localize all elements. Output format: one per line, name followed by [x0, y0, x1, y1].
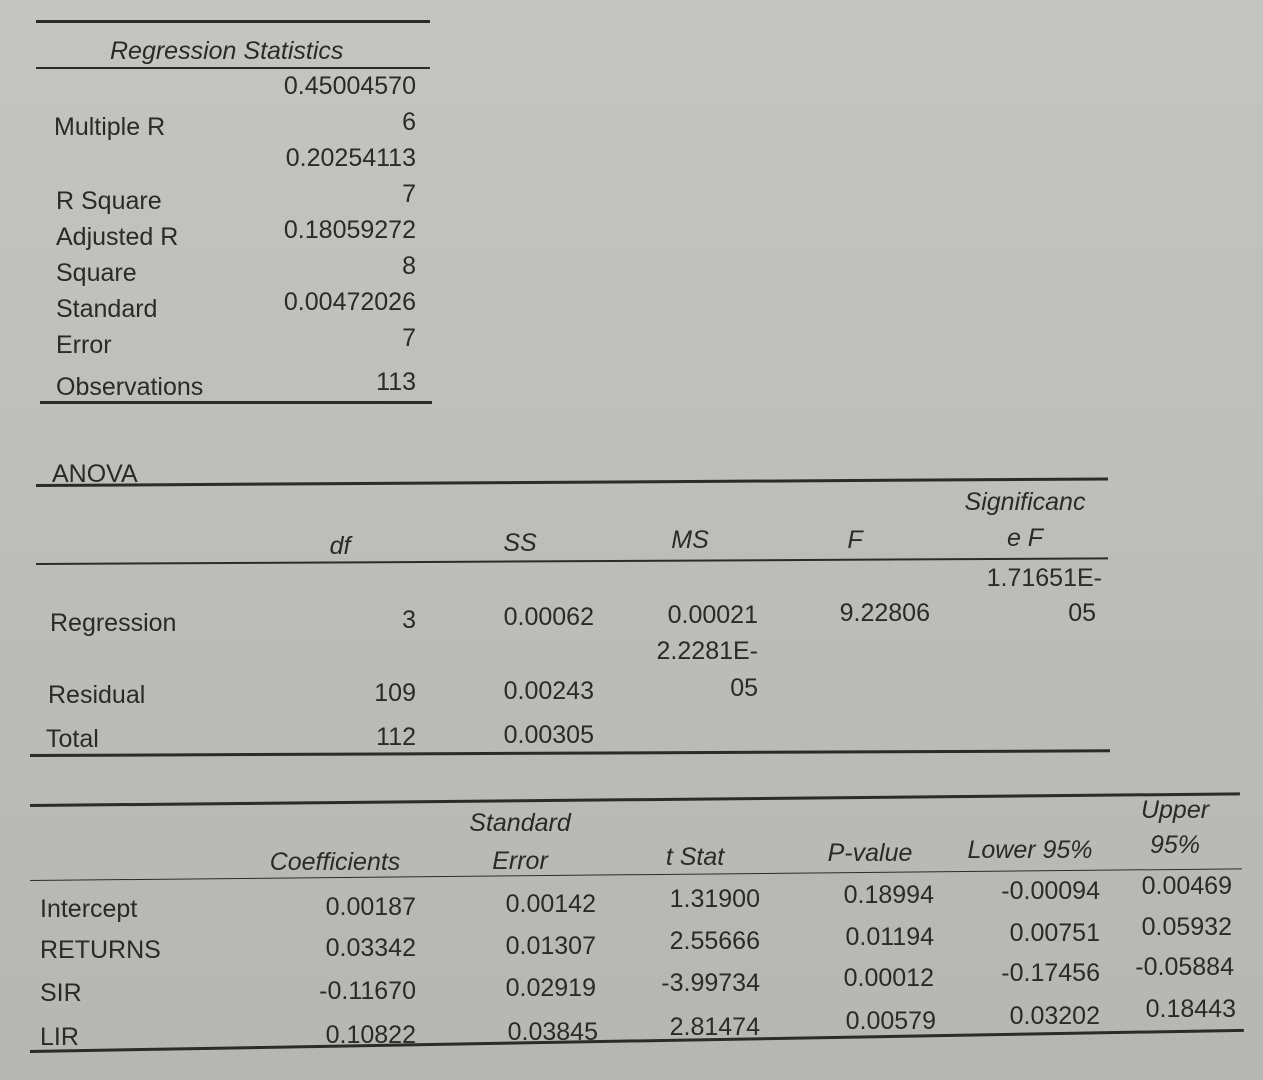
anova-header-f: F [847, 526, 863, 554]
regstats-label-standard-error: Standard [56, 295, 158, 323]
anova-header-ss: SS [503, 529, 537, 557]
coef-row-lower-95: 0.03202 [1009, 1002, 1100, 1030]
coef-row-t-stat: -3.99734 [661, 969, 760, 997]
regstats-value-r-square: 0.20254113 [285, 144, 416, 172]
anova-row-ms: 2.2281E- [656, 637, 758, 665]
anova-header-df: df [329, 532, 351, 560]
coef-header-p-value: P-value [827, 839, 913, 867]
coef-row-lower-95: -0.00094 [1001, 877, 1100, 905]
coef-row-coefficient: 0.00187 [325, 893, 416, 921]
anova-top-rule [36, 477, 1108, 487]
anova-row-ss: 0.00243 [503, 677, 594, 705]
coef-header-t-stat: t Stat [665, 843, 725, 871]
coef-header-standard-error-wrap: Error [492, 847, 548, 875]
anova-row-ss: 0.00305 [503, 721, 594, 749]
coef-row-label: SIR [40, 979, 82, 1007]
coef-row-coefficient: 0.10822 [325, 1021, 416, 1049]
anova-row-ss: 0.00062 [503, 603, 594, 631]
anova-row-sigf: 1.71651E- [986, 564, 1102, 592]
regstats-value-standard-error-wrap: 7 [402, 324, 416, 352]
coef-top-rule [30, 792, 1240, 807]
anova-title: ANOVA [52, 460, 138, 488]
anova-row-ms-wrap: 05 [730, 674, 758, 702]
regstats-label-adjusted-r-wrap: Square [56, 259, 137, 287]
regstats-value-observations: 113 [376, 368, 416, 396]
coef-row-standard-error: 0.03845 [507, 1018, 598, 1046]
coef-row-upper-95: 0.00469 [1141, 872, 1232, 900]
coef-row-p-value: 0.00579 [845, 1007, 936, 1035]
anova-header-sigf-wrap: e F [1006, 524, 1044, 552]
regstats-value-multiple-r-wrap: 6 [402, 108, 416, 136]
coef-row-label: Intercept [40, 895, 138, 923]
anova-row-f: 9.22806 [839, 599, 930, 627]
regstats-label-r-square: R Square [56, 187, 162, 215]
regstats-label-observations: Observations [56, 373, 204, 401]
regstats-value-r-square-wrap: 7 [402, 180, 416, 208]
coef-row-standard-error: 0.01307 [505, 932, 596, 960]
coef-row-p-value: 0.18994 [843, 881, 934, 909]
coef-row-p-value: 0.01194 [845, 923, 934, 951]
coef-row-upper-95: 0.18443 [1145, 995, 1236, 1023]
coef-row-coefficient: 0.03342 [325, 934, 416, 962]
anova-header-sigf: Significanc [964, 488, 1086, 516]
regstats-value-adjusted-r: 0.18059272 [283, 216, 416, 244]
regstats-label-adjusted-r: Adjusted R [56, 223, 179, 251]
anova-bottom-rule [30, 749, 1110, 757]
regstats-header-rule [36, 67, 430, 69]
regstats-bottom-rule [40, 401, 432, 404]
coef-row-upper-95: -0.05884 [1135, 953, 1234, 981]
coef-row-upper-95: 0.05932 [1141, 913, 1232, 941]
anova-row-label: Regression [50, 609, 177, 637]
coef-row-t-stat: 2.55666 [669, 927, 760, 955]
anova-row-df: 112 [376, 723, 416, 751]
coef-row-lower-95: 0.00751 [1009, 919, 1100, 947]
regstats-title: Regression Statistics [110, 37, 344, 65]
regstats-value-multiple-r: 0.45004570 [283, 72, 416, 100]
coef-row-coefficient: -0.11670 [319, 977, 416, 1005]
coef-row-label: RETURNS [40, 936, 161, 964]
regstats-value-standard-error: 0.00472026 [283, 288, 416, 316]
anova-row-df: 109 [374, 679, 416, 707]
anova-row-sigf-wrap: 05 [1068, 599, 1096, 627]
coef-header-standard-error: Standard [469, 809, 571, 837]
anova-row-label: Total [46, 725, 99, 753]
regstats-label-standard-error-wrap: Error [56, 331, 112, 359]
anova-row-label: Residual [48, 681, 146, 709]
coef-header-upper-95-wrap: 95% [1149, 831, 1201, 859]
coef-row-standard-error: 0.02919 [505, 974, 596, 1002]
coef-header-lower-95: Lower 95% [967, 836, 1093, 864]
coef-row-lower-95: -0.17456 [1001, 959, 1100, 987]
coef-row-t-stat: 2.81474 [669, 1013, 760, 1041]
anova-row-ms: 0.00021 [667, 601, 758, 629]
coef-header-coefficients: Coefficients [269, 848, 401, 876]
anova-header-ms: MS [671, 526, 709, 554]
coef-row-label: LIR [40, 1023, 79, 1051]
coef-row-t-stat: 1.31900 [669, 885, 760, 913]
regstats-label-multiple-r: Multiple R [54, 113, 166, 141]
regstats-top-rule [36, 20, 430, 23]
coef-row-p-value: 0.00012 [843, 964, 934, 992]
coef-header-upper-95: Upper [1140, 796, 1210, 824]
coef-row-standard-error: 0.00142 [505, 890, 596, 918]
regstats-value-adjusted-r-wrap: 8 [402, 252, 416, 280]
anova-row-df: 3 [402, 606, 416, 634]
